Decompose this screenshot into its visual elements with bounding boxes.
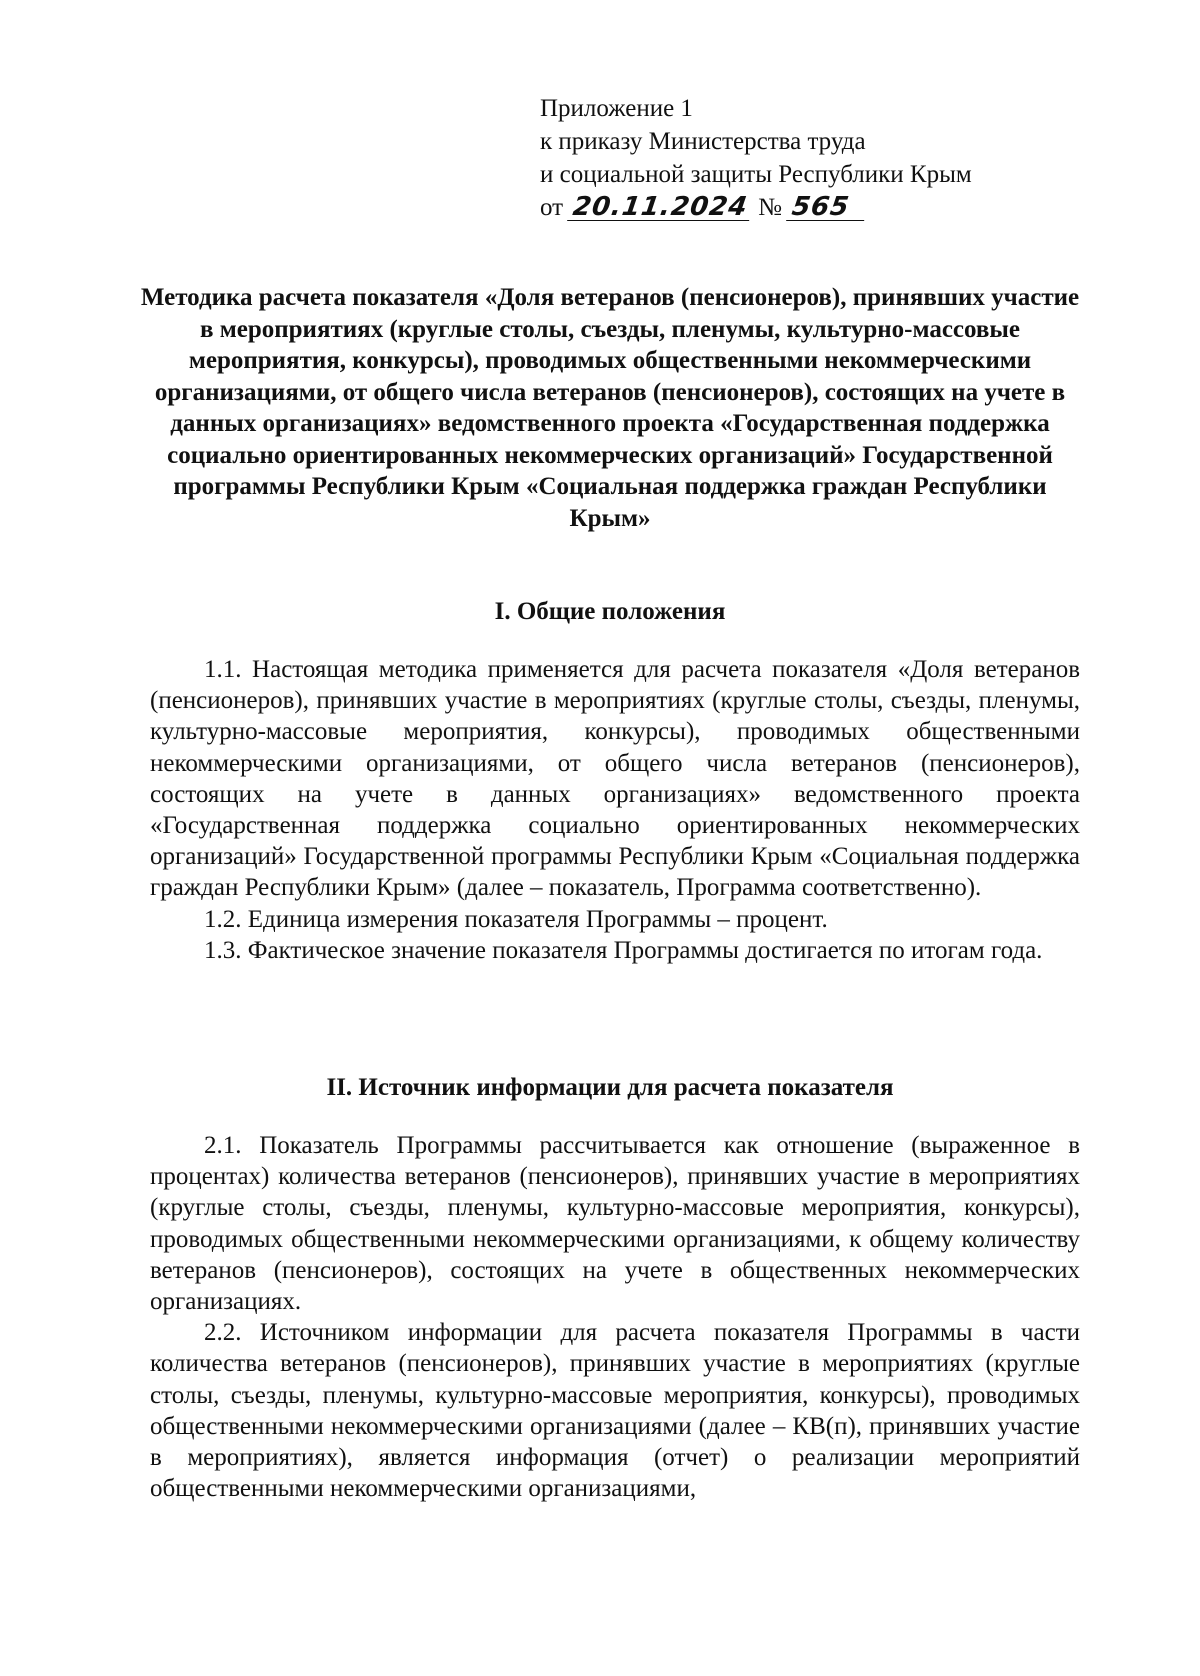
document-title: Методика расчета показателя «Доля ветеранов (пенсионеров), принявших участие в мероприятиях (круглые столы, съезды, пленумы, культурно-массовые мероприятия, конкурсы), проводимых общественными некоммерческими организациями, от общего числа ветеранов (пенсионеров), состоящих на учете в данных организациях» ведомственного проекта «Государственная поддержка социально ориентированных некоммерческих организаций» Государственной программы Республики Крым «Социальная поддержка граждан Республики Крым» (140, 284, 1080, 532)
appendix-date-number-line (540, 191, 972, 224)
section-2-heading: II. Источник информации для расчета показателя (326, 1074, 894, 1101)
number-label: № (758, 194, 782, 221)
section-1-heading: I. Общие положения (494, 598, 726, 625)
appendix-header (540, 92, 972, 224)
paragraph-1-2: 1.2. Единица измерения показателя Программы – процент. (204, 905, 828, 933)
from-label: от (540, 194, 564, 221)
paragraph-1-1: 1.1. Настоящая методика применяется для расчета показателя «Доля ветеранов (пенсионеров), принявших участие в мероприятиях (круглые столы, съезды, пленумы, культурно-массовые мероприятия, конкурсы), проводимых общественными некоммерческими организациями, от общего числа ветеранов (пенсионеров), состоящих на учете в данных организациях» ведомственного проекта «Государственная поддержка социально ориентированных некоммерческих организаций» Государственной программы Республики Крым «Социальная поддержка граждан Республики Крым» (далее – показатель, Программа соответственно). (150, 656, 1080, 902)
handwritten-date: 20.11.2024 (567, 194, 753, 221)
appendix-label: Приложение 1 (540, 95, 693, 122)
appendix-order-ref: к приказу Министерства труда (540, 128, 866, 155)
paragraph-2-1: 2.1. Показатель Программы рассчитывается как отношение (выраженное в процентах) количества ветеранов (пенсионеров), принявших участие в мероприятиях (круглые столы, съезды, пленумы, культурно-массовые мероприятия, конкурсы), проводимых общественными некоммерческими организациями, к общему количеству ветеранов (пенсионеров), состоящих на учете в общественных некоммерческих организациях. (150, 1132, 1080, 1316)
handwritten-number: 565 (786, 194, 868, 221)
paragraph-2-2: 2.2. Источником информации для расчета показателя Программы в части количества ветеранов (пенсионеров), принявших участие в мероприятиях (круглые столы, съезды, пленумы, культурно-массовые мероприятия, конкурсы), проводимых общественными некоммерческими организациями (далее – КВ(п), принявших участие в мероприятиях), является информация (отчет) о реализации мероприятий общественными некоммерческими организациями, (150, 1319, 1080, 1503)
appendix-ministry: и социальной защиты Республики Крым (540, 161, 972, 188)
section-1-body (150, 654, 1080, 966)
paragraph-1-3: 1.3. Фактическое значение показателя Программы достигается по итогам года. (204, 936, 1043, 964)
section-2-body (150, 1130, 1080, 1504)
